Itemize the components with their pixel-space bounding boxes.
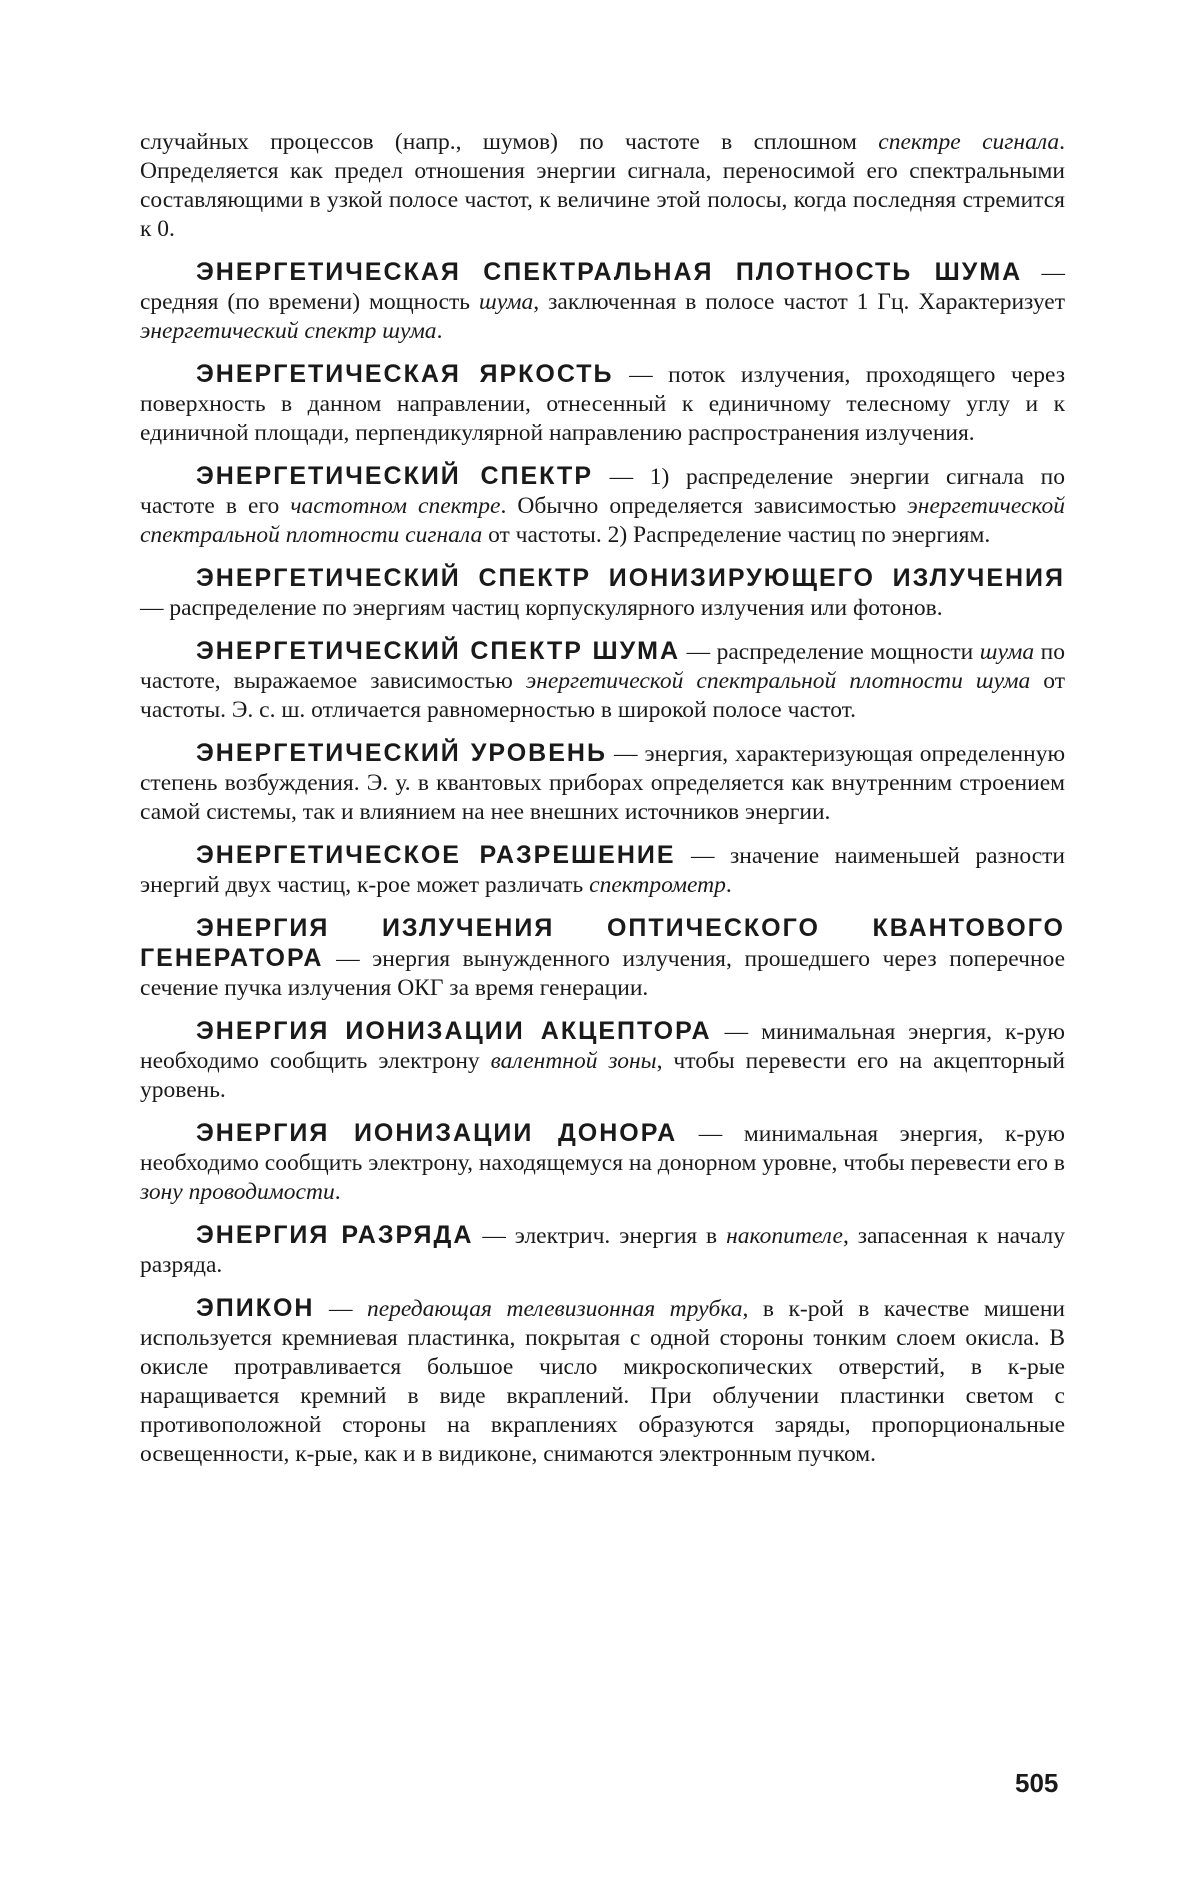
dictionary-entry: [140, 1119, 1065, 1207]
entry-definition-text: , чтобы перевести его на акцепторный уровень.: [140, 1048, 1065, 1103]
dictionary-entry: [140, 1294, 1065, 1469]
intro-text-start: случайных процессов (напр., шумов) по частоте в сплошном: [140, 129, 878, 155]
entry-definition-text: .: [335, 1179, 341, 1205]
entry-definition-text: — распределение мощности: [680, 639, 980, 665]
entry-cross-reference: зону проводимости: [140, 1179, 335, 1205]
entry-term: ЭНЕРГЕТИЧЕСКИЙ УРОВЕНЬ: [196, 739, 607, 767]
dictionary-page: [140, 128, 1065, 1483]
entry-cross-reference: передающая телевизионная трубка: [367, 1296, 743, 1322]
entry-term: ЭНЕРГЕТИЧЕСКАЯ СПЕКТРАЛЬНАЯ ПЛОТНОСТЬ ШУМА: [196, 258, 1022, 286]
entry-term: ЭНЕРГИЯ ИОНИЗАЦИИ АКЦЕПТОРА: [196, 1017, 712, 1045]
dictionary-entry: [140, 360, 1065, 448]
entry-definition-text: . Обычно определяется зависимостью: [500, 493, 907, 519]
dictionary-entry: [140, 637, 1065, 725]
dictionary-entry: [140, 1221, 1065, 1280]
entry-cross-reference: шума: [980, 639, 1034, 665]
entry-definition-text: от частоты. Э. с. ш. отличается равномерностью в широкой полосе частот.: [140, 668, 1065, 723]
entry-cross-reference: шума: [479, 289, 533, 315]
intro-paragraph: [140, 128, 1065, 244]
intro-emphasis: спектре сигнала: [878, 129, 1059, 155]
entry-definition-text: — энергия, характеризующая определенную степень возбуждения. Э. у. в квантовых приборах определяется как внутренним строением самой системы, так и влиянием на нее внешних источников энергии.: [140, 741, 1065, 825]
entry-cross-reference: частотном спектре: [290, 493, 500, 519]
entry-definition-text: — значение наименьшей разности энергий двух частиц, к-рое может различать: [140, 843, 1065, 898]
dictionary-entry: [140, 258, 1065, 346]
entry-term: ЭНЕРГИЯ ИОНИЗАЦИИ ДОНОРА: [196, 1119, 677, 1147]
dictionary-entry: [140, 914, 1065, 1003]
entry-definition-text: .: [437, 318, 443, 344]
entry-definition-text: .: [726, 872, 732, 898]
entry-definition-text: — 1) распределение энергии сигнала по частоте в его: [140, 464, 1065, 519]
entry-cross-reference: спектрометр: [589, 872, 726, 898]
entry-definition-text: по частоте, выражаемое зависимостью: [140, 639, 1065, 694]
entry-definition-text: — поток излучения, проходящего через поверхность в данном направлении, отнесенный к единичному телесному углу и к единичной площади, перпендикулярной направлению распространения излучения.: [140, 362, 1065, 446]
dictionary-entry: [140, 841, 1065, 900]
entry-definition-text: — средняя (по времени) мощность: [140, 260, 1065, 315]
entry-definition-text: — электрич. энергия в: [473, 1223, 726, 1249]
entry-cross-reference: накопителе: [726, 1223, 843, 1249]
entry-definition-text: от частоты. 2) Распределение частиц по энергиям.: [482, 522, 990, 548]
entry-term: ЭНЕРГЕТИЧЕСКИЙ СПЕКТР ШУМА: [196, 637, 680, 665]
entry-term: ЭНЕРГИЯ ИЗЛУЧЕНИЯ ОПТИЧЕСКОГО КВАНТОВОГО ГЕНЕРАТОРА: [140, 914, 1065, 972]
entry-definition-text: , в к-рой в качестве мишени используется кремниевая пластинка, покрытая с одной стороны тонким слоем окисла. В окисле протравливается большое число микроскопических отверстий, в к-рые наращивается кремний в виде вкраплений. При облучении пластинки светом с противоположной стороны на вкраплениях образуются заряды, пропорциональные освещенности, к-рые, как и в видиконе, снимаются электронным пучком.: [140, 1296, 1065, 1467]
entry-definition-text: , заключенная в полосе частот 1 Гц. Характеризует: [533, 289, 1065, 315]
dictionary-entries: [140, 258, 1065, 1469]
dictionary-entry: [140, 564, 1065, 623]
entry-definition-text: , запасенная к началу разряда.: [140, 1223, 1065, 1278]
entry-term: ЭПИКОН: [196, 1294, 314, 1322]
entry-term: ЭНЕРГЕТИЧЕСКИЙ СПЕКТР ИОНИЗИРУЮЩЕГО ИЗЛУЧЕНИЯ: [196, 564, 1065, 592]
entry-term: ЭНЕРГЕТИЧЕСКАЯ ЯРКОСТЬ: [196, 360, 614, 388]
entry-term: ЭНЕРГЕТИЧЕСКОЕ РАЗРЕШЕНИЕ: [196, 841, 676, 869]
page-number: 505: [1015, 1768, 1058, 1799]
entry-cross-reference: энергетической спектральной плотности шума: [526, 668, 1030, 694]
entry-definition-text: — минимальная энергия, к-рую необходимо сообщить электрону, находящемуся на донорном уровне, чтобы перевести его в: [140, 1121, 1065, 1176]
entry-definition-text: — энергия вынужденного излучения, прошедшего через поперечное сечение пучка излучения ОКГ за время генерации.: [140, 946, 1065, 1001]
dictionary-entry: [140, 1017, 1065, 1105]
dictionary-entry: [140, 462, 1065, 550]
entry-definition-text: — минимальная энергия, к-рую необходимо сообщить электрону: [140, 1019, 1065, 1074]
dictionary-entry: [140, 739, 1065, 827]
entry-cross-reference: энергетической спектральной плотности сигнала: [140, 493, 1065, 548]
entry-definition-text: —: [314, 1296, 367, 1322]
intro-text-end: . Определяется как предел отношения энергии сигнала, переносимой его спектральными составляющими в узкой полосе частот, к величине этой полосы, когда последняя стремится к 0.: [140, 129, 1065, 242]
entry-term: ЭНЕРГЕТИЧЕСКИЙ СПЕКТР: [196, 462, 593, 490]
entry-term: ЭНЕРГИЯ РАЗРЯДА: [196, 1221, 473, 1249]
entry-cross-reference: валентной зоны: [491, 1048, 657, 1074]
entry-definition-text: — распределение по энергиям частиц корпускулярного излучения или фотонов.: [140, 595, 943, 621]
entry-cross-reference: энергетический спектр шума: [140, 318, 437, 344]
